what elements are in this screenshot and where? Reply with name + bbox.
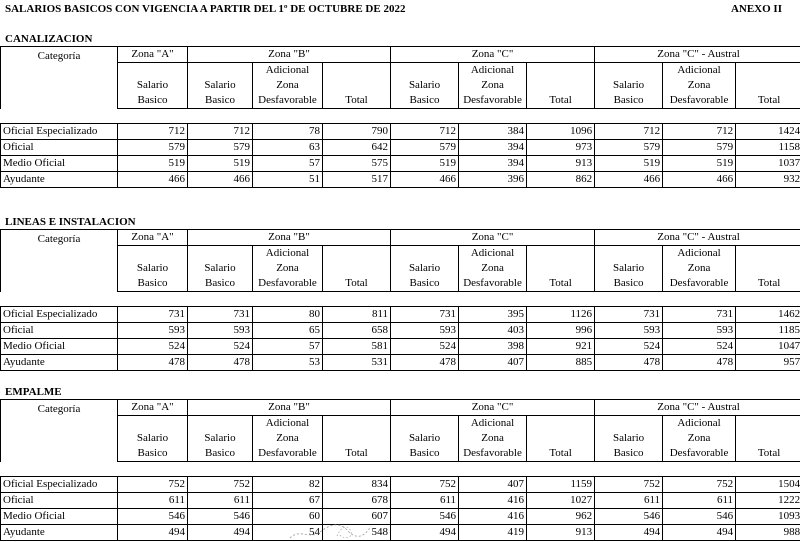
value-cell: 82: [253, 477, 323, 493]
value-cell: 731: [118, 307, 188, 323]
value-cell: 579: [118, 140, 188, 156]
column-subheader: Desfavorable: [253, 446, 323, 462]
value-cell: 1027: [527, 493, 595, 509]
row-category: Ayudante: [1, 172, 118, 188]
value-cell: 593: [595, 323, 663, 339]
column-subheader: Basico: [118, 93, 188, 109]
column-subheader: Basico: [118, 276, 188, 292]
column-subheader: [391, 63, 459, 79]
row-category: Oficial: [1, 493, 118, 509]
column-subheader: Salario: [118, 431, 188, 446]
value-cell: 752: [595, 477, 663, 493]
value-cell: 1159: [527, 477, 595, 493]
annex-label: ANEXO II: [730, 3, 782, 15]
value-cell: 932: [736, 172, 800, 188]
section-title: LINEAS E INSTALACION: [5, 216, 136, 228]
spacer-cell: [736, 462, 800, 477]
column-subheader: Zona: [253, 261, 323, 276]
value-cell: 712: [663, 124, 736, 140]
column-subheader: [595, 246, 663, 262]
column-subheader: [736, 246, 800, 262]
document-title: SALARIOS BASICOS CON VIGENCIA A PARTIR DEL 1º DE OCTUBRE DE 2022: [5, 3, 406, 15]
column-header-categoria: Categoría: [1, 400, 118, 462]
value-cell: 63: [253, 140, 323, 156]
column-subheader: Salario: [391, 261, 459, 276]
value-cell: 1047: [736, 339, 800, 355]
value-cell: 731: [663, 307, 736, 323]
column-subheader: Zona: [459, 78, 527, 93]
value-cell: 478: [188, 355, 253, 371]
column-subheader: Basico: [118, 446, 188, 462]
value-cell: 1126: [527, 307, 595, 323]
value-cell: 519: [188, 156, 253, 172]
value-cell: 524: [595, 339, 663, 355]
table-row: [1, 307, 800, 323]
value-cell: 712: [188, 124, 253, 140]
column-subheader: Salario: [188, 431, 253, 446]
spacer-cell: [1, 109, 118, 124]
spacer-cell: [253, 292, 323, 307]
spacer-cell: [323, 109, 391, 124]
column-subheader: Adicional: [253, 63, 323, 79]
column-header-zona-b: Zona "B": [188, 400, 391, 416]
column-subheader: Total: [527, 446, 595, 462]
value-cell: 607: [323, 509, 391, 525]
column-header-zona-c: Zona "C": [391, 400, 595, 416]
value-cell: 419: [459, 525, 527, 541]
column-subheader: Salario: [595, 261, 663, 276]
value-cell: 466: [118, 172, 188, 188]
row-category: Ayudante: [1, 355, 118, 371]
table-row: [1, 156, 800, 172]
column-subheader: Zona: [253, 78, 323, 93]
spacer-cell: [1, 462, 118, 477]
column-subheader: Salario: [188, 261, 253, 276]
value-cell: 78: [253, 124, 323, 140]
spacer-cell: [391, 109, 459, 124]
spacer-cell: [595, 462, 663, 477]
value-cell: 407: [459, 477, 527, 493]
value-cell: 67: [253, 493, 323, 509]
value-cell: 962: [527, 509, 595, 525]
value-cell: 531: [323, 355, 391, 371]
column-subheader: Basico: [391, 446, 459, 462]
column-subheader: [736, 78, 800, 93]
value-cell: 611: [118, 493, 188, 509]
column-subheader: Adicional: [253, 246, 323, 262]
table-row: [1, 339, 800, 355]
spacer-cell: [459, 462, 527, 477]
spacer-cell: [188, 109, 253, 124]
value-cell: 80: [253, 307, 323, 323]
column-header-zona-a: Zona "A": [118, 47, 188, 63]
value-cell: 1158: [736, 140, 800, 156]
value-cell: 593: [663, 323, 736, 339]
value-cell: 593: [391, 323, 459, 339]
value-cell: 579: [188, 140, 253, 156]
column-subheader: Basico: [188, 93, 253, 109]
value-cell: 546: [118, 509, 188, 525]
column-subheader: [527, 416, 595, 432]
column-subheader: [595, 416, 663, 432]
column-subheader: Zona: [253, 431, 323, 446]
value-cell: 658: [323, 323, 391, 339]
column-header-zona-a: Zona "A": [118, 230, 188, 246]
spacer-cell: [188, 462, 253, 477]
column-subheader: [736, 416, 800, 432]
value-cell: 546: [663, 509, 736, 525]
column-header-zona-c-austral: Zona "C" - Austral: [595, 230, 800, 246]
value-cell: 752: [391, 477, 459, 493]
spacer-cell: [736, 292, 800, 307]
value-cell: 57: [253, 156, 323, 172]
column-subheader: Basico: [188, 446, 253, 462]
spacer-cell: [323, 462, 391, 477]
row-category: Oficial: [1, 323, 118, 339]
table-row: [1, 509, 800, 525]
value-cell: 384: [459, 124, 527, 140]
spacer-cell: [736, 109, 800, 124]
value-cell: 712: [391, 124, 459, 140]
column-subheader: [527, 246, 595, 262]
value-cell: 921: [527, 339, 595, 355]
column-subheader: Basico: [188, 276, 253, 292]
value-cell: 466: [391, 172, 459, 188]
salary-table: [0, 46, 800, 188]
column-subheader: Basico: [595, 276, 663, 292]
column-subheader: Zona: [459, 261, 527, 276]
column-header-zona-c-austral: Zona "C" - Austral: [595, 400, 800, 416]
value-cell: 731: [391, 307, 459, 323]
column-subheader: Total: [736, 93, 800, 109]
column-subheader: [736, 261, 800, 276]
value-cell: 546: [595, 509, 663, 525]
column-subheader: Total: [323, 93, 391, 109]
value-cell: 478: [118, 355, 188, 371]
column-header-categoria: Categoría: [1, 47, 118, 109]
handwritten-mark-icon: [285, 518, 375, 542]
value-cell: 519: [663, 156, 736, 172]
value-cell: 913: [527, 525, 595, 541]
spacer-cell: [118, 109, 188, 124]
value-cell: 752: [188, 477, 253, 493]
spacer-cell: [118, 292, 188, 307]
column-subheader: [323, 63, 391, 79]
column-subheader: Salario: [118, 261, 188, 276]
value-cell: 524: [188, 339, 253, 355]
value-cell: 712: [595, 124, 663, 140]
column-subheader: Adicional: [663, 246, 736, 262]
column-subheader: Desfavorable: [459, 93, 527, 109]
column-subheader: Salario: [188, 78, 253, 93]
value-cell: 731: [595, 307, 663, 323]
column-subheader: Adicional: [663, 416, 736, 432]
value-cell: 394: [459, 140, 527, 156]
value-cell: 678: [323, 493, 391, 509]
column-header-zona-c: Zona "C": [391, 230, 595, 246]
column-subheader: Desfavorable: [663, 446, 736, 462]
value-cell: 611: [663, 493, 736, 509]
value-cell: 752: [663, 477, 736, 493]
spacer-cell: [391, 292, 459, 307]
column-header-zona-c: Zona "C": [391, 47, 595, 63]
spacer-cell: [663, 292, 736, 307]
value-cell: 478: [595, 355, 663, 371]
row-category: Oficial Especializado: [1, 124, 118, 140]
column-header-zona-b: Zona "B": [188, 230, 391, 246]
row-category: Oficial: [1, 140, 118, 156]
column-subheader: [118, 63, 188, 79]
table-row: [1, 525, 800, 541]
column-subheader: Desfavorable: [459, 446, 527, 462]
section-title: CANALIZACION: [5, 33, 93, 45]
spacer-cell: [1, 292, 118, 307]
row-category: Ayudante: [1, 525, 118, 541]
column-subheader: [118, 246, 188, 262]
value-cell: 957: [736, 355, 800, 371]
row-category: Oficial Especializado: [1, 477, 118, 493]
column-subheader: Basico: [391, 93, 459, 109]
spacer-cell: [527, 462, 595, 477]
value-cell: 731: [188, 307, 253, 323]
value-cell: 494: [663, 525, 736, 541]
value-cell: 546: [188, 509, 253, 525]
value-cell: 416: [459, 509, 527, 525]
spacer-cell: [595, 292, 663, 307]
value-cell: 811: [323, 307, 391, 323]
column-subheader: Desfavorable: [459, 276, 527, 292]
value-cell: 611: [188, 493, 253, 509]
value-cell: 524: [118, 339, 188, 355]
column-subheader: Desfavorable: [663, 93, 736, 109]
value-cell: 593: [188, 323, 253, 339]
table-row: [1, 323, 800, 339]
column-subheader: Zona: [459, 431, 527, 446]
value-cell: 524: [663, 339, 736, 355]
value-cell: 611: [391, 493, 459, 509]
value-cell: 996: [527, 323, 595, 339]
column-subheader: [736, 63, 800, 79]
value-cell: 548: [323, 525, 391, 541]
value-cell: 519: [118, 156, 188, 172]
column-subheader: Basico: [595, 446, 663, 462]
value-cell: 407: [459, 355, 527, 371]
value-cell: 885: [527, 355, 595, 371]
column-subheader: Total: [736, 446, 800, 462]
column-subheader: Zona: [663, 261, 736, 276]
column-header-zona-a: Zona "A": [118, 400, 188, 416]
value-cell: 57: [253, 339, 323, 355]
column-subheader: Total: [736, 276, 800, 292]
spacer-cell: [391, 462, 459, 477]
column-subheader: Zona: [663, 78, 736, 93]
column-subheader: [527, 78, 595, 93]
spacer-cell: [663, 462, 736, 477]
column-subheader: Desfavorable: [253, 93, 323, 109]
value-cell: 593: [118, 323, 188, 339]
value-cell: 394: [459, 156, 527, 172]
column-subheader: Total: [527, 93, 595, 109]
value-cell: 712: [118, 124, 188, 140]
column-subheader: Basico: [595, 93, 663, 109]
value-cell: 1424: [736, 124, 800, 140]
column-subheader: [736, 431, 800, 446]
value-cell: 396: [459, 172, 527, 188]
table-row: [1, 477, 800, 493]
spacer-cell: [595, 109, 663, 124]
row-category: Medio Oficial: [1, 339, 118, 355]
value-cell: 988: [736, 525, 800, 541]
spacer-cell: [663, 109, 736, 124]
value-cell: 1185: [736, 323, 800, 339]
column-subheader: Basico: [391, 276, 459, 292]
value-cell: 494: [391, 525, 459, 541]
value-cell: 517: [323, 172, 391, 188]
table-row: [1, 355, 800, 371]
table-row: [1, 140, 800, 156]
value-cell: 546: [391, 509, 459, 525]
column-subheader: Adicional: [253, 416, 323, 432]
spacer-cell: [527, 292, 595, 307]
column-subheader: Total: [323, 446, 391, 462]
salary-table: [0, 229, 800, 371]
value-cell: 466: [663, 172, 736, 188]
value-cell: 1093: [736, 509, 800, 525]
value-cell: 752: [118, 477, 188, 493]
spacer-cell: [459, 292, 527, 307]
value-cell: 65: [253, 323, 323, 339]
column-subheader: [118, 416, 188, 432]
column-subheader: Salario: [118, 78, 188, 93]
value-cell: 466: [595, 172, 663, 188]
column-subheader: [188, 63, 253, 79]
column-subheader: [188, 416, 253, 432]
section-title: EMPALME: [5, 386, 62, 398]
column-subheader: Salario: [595, 78, 663, 93]
column-subheader: Adicional: [663, 63, 736, 79]
value-cell: 519: [391, 156, 459, 172]
value-cell: 395: [459, 307, 527, 323]
column-subheader: [323, 431, 391, 446]
value-cell: 611: [595, 493, 663, 509]
row-category: Medio Oficial: [1, 509, 118, 525]
value-cell: 579: [663, 140, 736, 156]
value-cell: 834: [323, 477, 391, 493]
spacer-cell: [527, 109, 595, 124]
salary-table: [0, 399, 800, 541]
value-cell: 524: [391, 339, 459, 355]
column-subheader: [391, 246, 459, 262]
spacer-cell: [253, 462, 323, 477]
value-cell: 1096: [527, 124, 595, 140]
column-subheader: Total: [323, 276, 391, 292]
value-cell: 403: [459, 323, 527, 339]
value-cell: 581: [323, 339, 391, 355]
column-subheader: [323, 78, 391, 93]
column-subheader: Desfavorable: [663, 276, 736, 292]
table-row: [1, 172, 800, 188]
value-cell: 53: [253, 355, 323, 371]
value-cell: 398: [459, 339, 527, 355]
column-subheader: [391, 416, 459, 432]
column-subheader: Salario: [391, 431, 459, 446]
spacer-cell: [459, 109, 527, 124]
column-subheader: Desfavorable: [253, 276, 323, 292]
value-cell: 519: [595, 156, 663, 172]
spacer-cell: [323, 292, 391, 307]
value-cell: 575: [323, 156, 391, 172]
spacer-cell: [188, 292, 253, 307]
column-subheader: [595, 63, 663, 79]
column-subheader: Total: [527, 276, 595, 292]
value-cell: 642: [323, 140, 391, 156]
value-cell: 478: [663, 355, 736, 371]
value-cell: 54: [253, 525, 323, 541]
column-subheader: Zona: [663, 431, 736, 446]
value-cell: 494: [595, 525, 663, 541]
value-cell: 1504: [736, 477, 800, 493]
value-cell: 494: [188, 525, 253, 541]
value-cell: 913: [527, 156, 595, 172]
value-cell: 973: [527, 140, 595, 156]
column-subheader: Adicional: [459, 246, 527, 262]
value-cell: 51: [253, 172, 323, 188]
column-subheader: [323, 246, 391, 262]
value-cell: 466: [188, 172, 253, 188]
row-category: Medio Oficial: [1, 156, 118, 172]
value-cell: 1222: [736, 493, 800, 509]
value-cell: 790: [323, 124, 391, 140]
row-category: Oficial Especializado: [1, 307, 118, 323]
column-header-zona-c-austral: Zona "C" - Austral: [595, 47, 800, 63]
column-subheader: [323, 416, 391, 432]
value-cell: 494: [118, 525, 188, 541]
column-subheader: Salario: [595, 431, 663, 446]
value-cell: 579: [391, 140, 459, 156]
column-subheader: [527, 431, 595, 446]
value-cell: 579: [595, 140, 663, 156]
column-subheader: Adicional: [459, 416, 527, 432]
column-subheader: Adicional: [459, 63, 527, 79]
table-row: [1, 124, 800, 140]
value-cell: 60: [253, 509, 323, 525]
value-cell: 478: [391, 355, 459, 371]
column-subheader: [527, 261, 595, 276]
value-cell: 416: [459, 493, 527, 509]
table-row: [1, 493, 800, 509]
value-cell: 1462: [736, 307, 800, 323]
column-header-zona-b: Zona "B": [188, 47, 391, 63]
value-cell: 1037: [736, 156, 800, 172]
column-subheader: [188, 246, 253, 262]
column-subheader: [323, 261, 391, 276]
column-subheader: [527, 63, 595, 79]
spacer-cell: [253, 109, 323, 124]
spacer-cell: [118, 462, 188, 477]
value-cell: 862: [527, 172, 595, 188]
column-header-categoria: Categoría: [1, 230, 118, 292]
column-subheader: Salario: [391, 78, 459, 93]
